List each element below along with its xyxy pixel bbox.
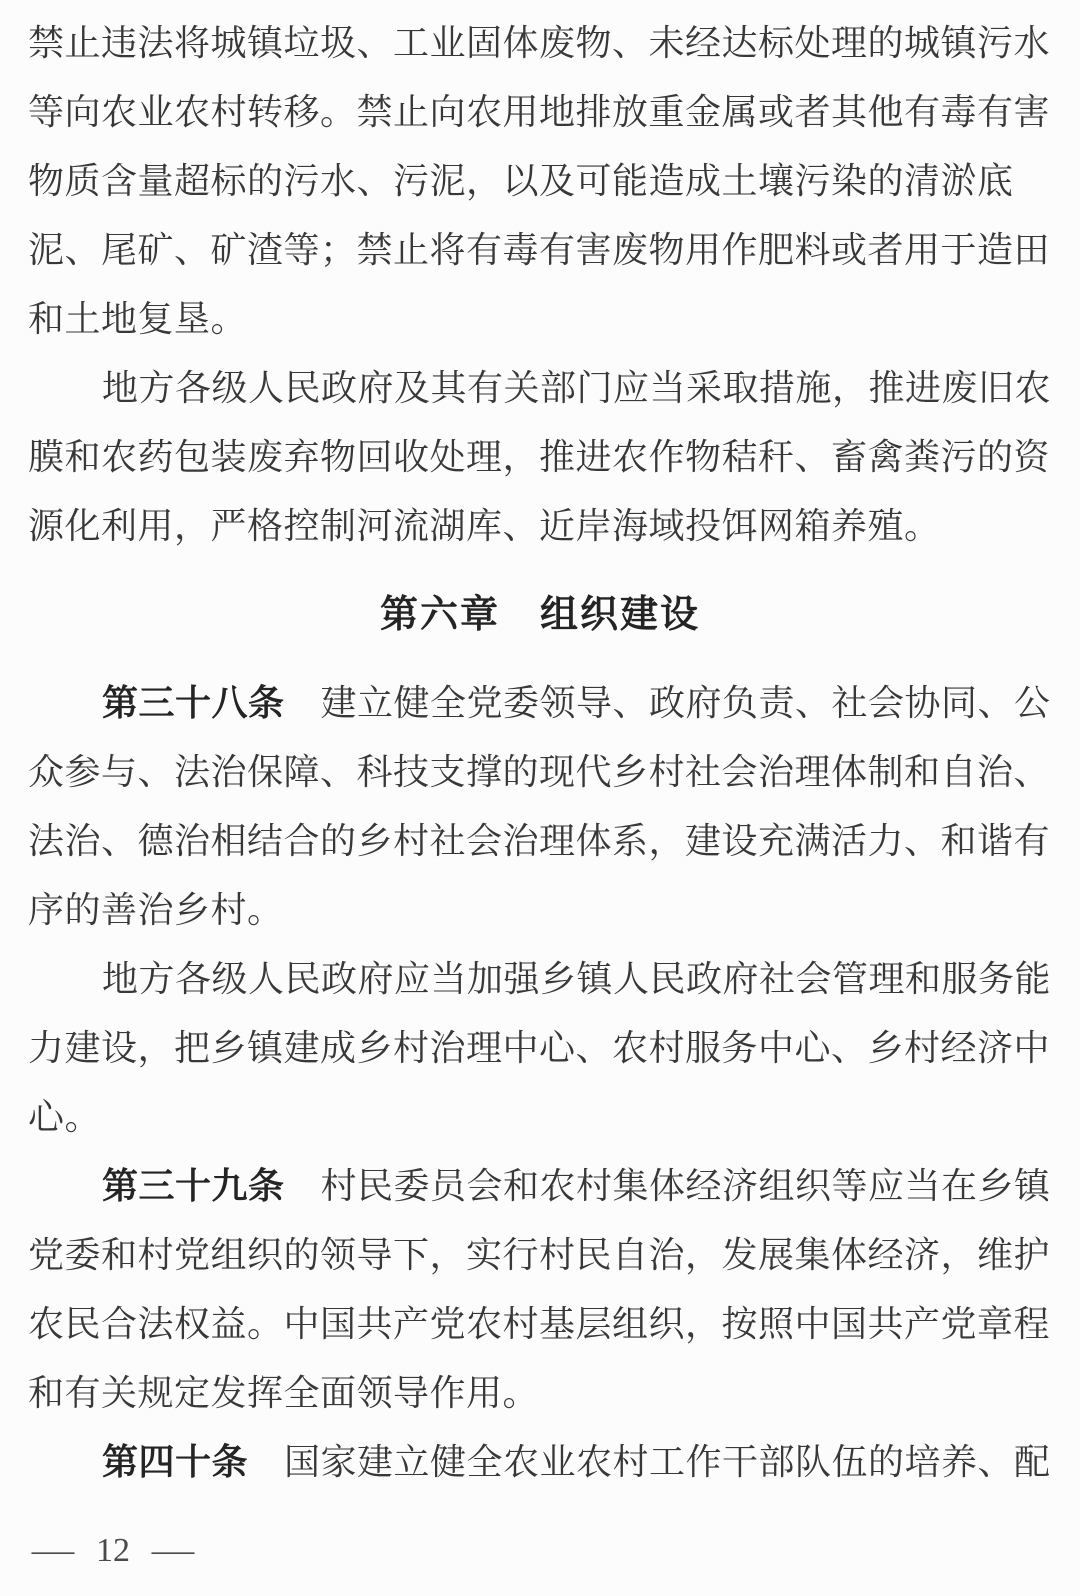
paragraph-indent bbox=[28, 714, 102, 715]
article-number: 第四十条 bbox=[102, 1442, 249, 1482]
document-body bbox=[28, 9, 1052, 1497]
text-line: 禁止违法将城镇垃圾、工业固体废物、未经达标处理的城镇污水 bbox=[28, 23, 1051, 63]
text-line: 和有关规定发挥全面领导作用。 bbox=[28, 1373, 540, 1413]
paragraph-indent bbox=[28, 399, 102, 400]
chapter-heading: 第六章 组织建设 bbox=[379, 594, 700, 636]
article-first-line: 第四十条 国家建立健全农业农村工作干部队伍的培养、配 bbox=[28, 1428, 1052, 1497]
text-line: 农民合法权益。中国共产党农村基层组织，按照中国共产党章程 bbox=[28, 1304, 1051, 1344]
text-line: 等向农业农村转移。禁止向农用地排放重金属或者其他有毒有害 bbox=[28, 92, 1051, 132]
paragraph-indent bbox=[28, 1473, 102, 1474]
text-line: 地方各级人民政府应当加强乡镇人民政府社会管理和服务能 bbox=[28, 945, 1052, 1014]
footer-dash-left: — bbox=[31, 1532, 75, 1569]
text-line: 心。 bbox=[28, 1097, 102, 1137]
footer-dash-right: — bbox=[151, 1532, 195, 1569]
text-line: 膜和农药包装废弃物回收处理，推进农作物秸秆、畜禽粪污的资 bbox=[28, 437, 1051, 477]
page-number: 12 bbox=[96, 1532, 130, 1569]
article-number: 第三十九条 bbox=[102, 1166, 285, 1206]
page-footer bbox=[31, 1532, 195, 1570]
text-line: 源化利用，严格控制河流湖库、近岸海域投饵网箱养殖。 bbox=[28, 506, 941, 546]
text-line: 泥、尾矿、矿渣等；禁止将有毒有害废物用作肥料或者用于造田 bbox=[28, 230, 1051, 270]
text-line: 物质含量超标的污水、污泥，以及可能造成土壤污染的清淤底 bbox=[28, 161, 1014, 201]
text-line: 力建设，把乡镇建成乡村治理中心、农村服务中心、乡村经济中 bbox=[28, 1028, 1051, 1068]
article-number: 第三十八条 bbox=[102, 683, 285, 723]
text-line: 地方各级人民政府及其有关部门应当采取措施，推进废旧农 bbox=[28, 354, 1052, 423]
text-line: 法治、德治相结合的乡村社会治理体系，建设充满活力、和谐有 bbox=[28, 821, 1051, 861]
article-first-line: 第三十九条 村民委员会和农村集体经济组织等应当在乡镇 bbox=[28, 1152, 1052, 1221]
paragraph-indent bbox=[28, 990, 102, 991]
text-line: 和土地复垦。 bbox=[28, 299, 248, 339]
paragraph-indent bbox=[28, 1197, 102, 1198]
text-line: 序的善治乡村。 bbox=[28, 890, 284, 930]
article-first-line: 第三十八条 建立健全党委领导、政府负责、社会协同、公 bbox=[28, 669, 1052, 738]
text-line: 党委和村党组织的领导下，实行村民自治，发展集体经济，维护 bbox=[28, 1235, 1051, 1275]
text-line: 众参与、法治保障、科技支撑的现代乡村社会治理体制和自治、 bbox=[28, 752, 1051, 792]
